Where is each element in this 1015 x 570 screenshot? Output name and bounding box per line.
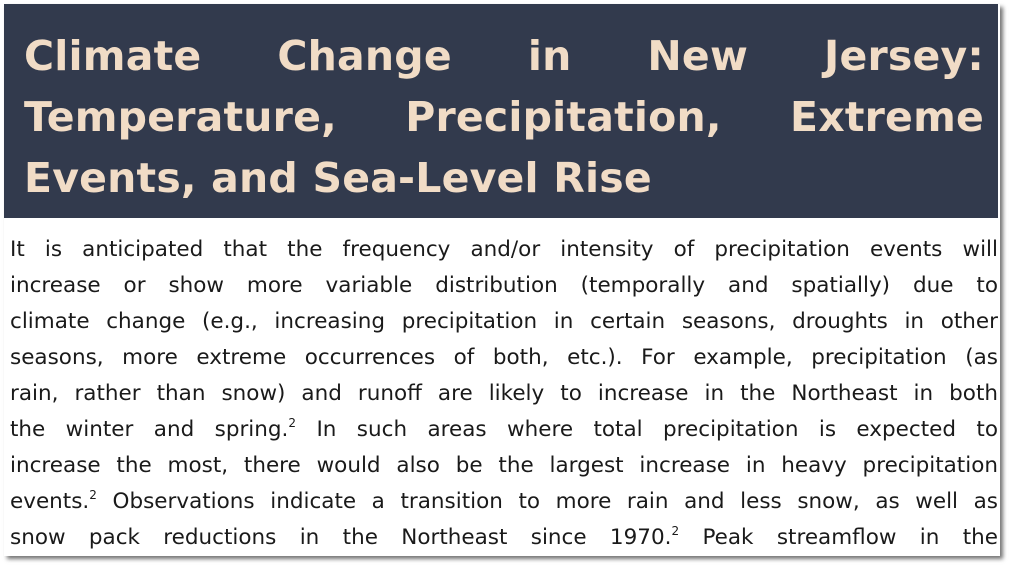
body-line-3 xyxy=(10,304,998,340)
line-text: Peak streamflow in the xyxy=(702,525,998,550)
line-text: snow pack reductions in the Northeast since 1970. xyxy=(10,525,672,550)
body-line-8 xyxy=(10,484,998,520)
line-text: rain, rather than snow) and runoff are likely to increase in the Northeast in both xyxy=(10,381,998,406)
line-text: climate change (e.g., increasing precipitation in certain seasons, droughts in other xyxy=(10,309,998,334)
title-banner xyxy=(4,4,998,218)
line-text: events. xyxy=(10,489,90,514)
body-paragraph xyxy=(10,232,998,556)
body-line-4 xyxy=(10,340,998,376)
line-text: In such areas where total precipitation is expected to xyxy=(316,417,998,442)
line-text: increase the most, there would also be the largest increase in heavy precipitation xyxy=(10,453,998,478)
body-line-7 xyxy=(10,448,998,484)
footnote-ref[interactable]: 2 xyxy=(89,488,97,502)
body-line-9 xyxy=(10,520,998,556)
document-page xyxy=(4,4,1000,556)
body-line-5 xyxy=(10,376,998,412)
line-text: seasons, more extreme occurrences of both, etc.). For example, precipitation (as xyxy=(10,345,998,370)
line-text: Observations indicate a transition to more rain and less snow, as well as xyxy=(112,489,998,514)
footnote-ref[interactable]: 2 xyxy=(671,524,680,538)
footnote-ref[interactable]: 2 xyxy=(288,416,297,430)
line-text: the winter and spring. xyxy=(10,417,289,442)
body-line-6 xyxy=(10,412,998,448)
body-line-2 xyxy=(10,268,998,304)
line-text: It is anticipated that the frequency and/or intensity of precipitation events will xyxy=(10,237,998,262)
line-text: increase or show more variable distribution (temporally and spatially) due to xyxy=(10,273,998,298)
body-line-1 xyxy=(10,232,998,268)
page-title: Climate Change in New Jersey: Temperature, Precipitation, Extreme Events, and Sea-Level Rise xyxy=(24,32,984,202)
